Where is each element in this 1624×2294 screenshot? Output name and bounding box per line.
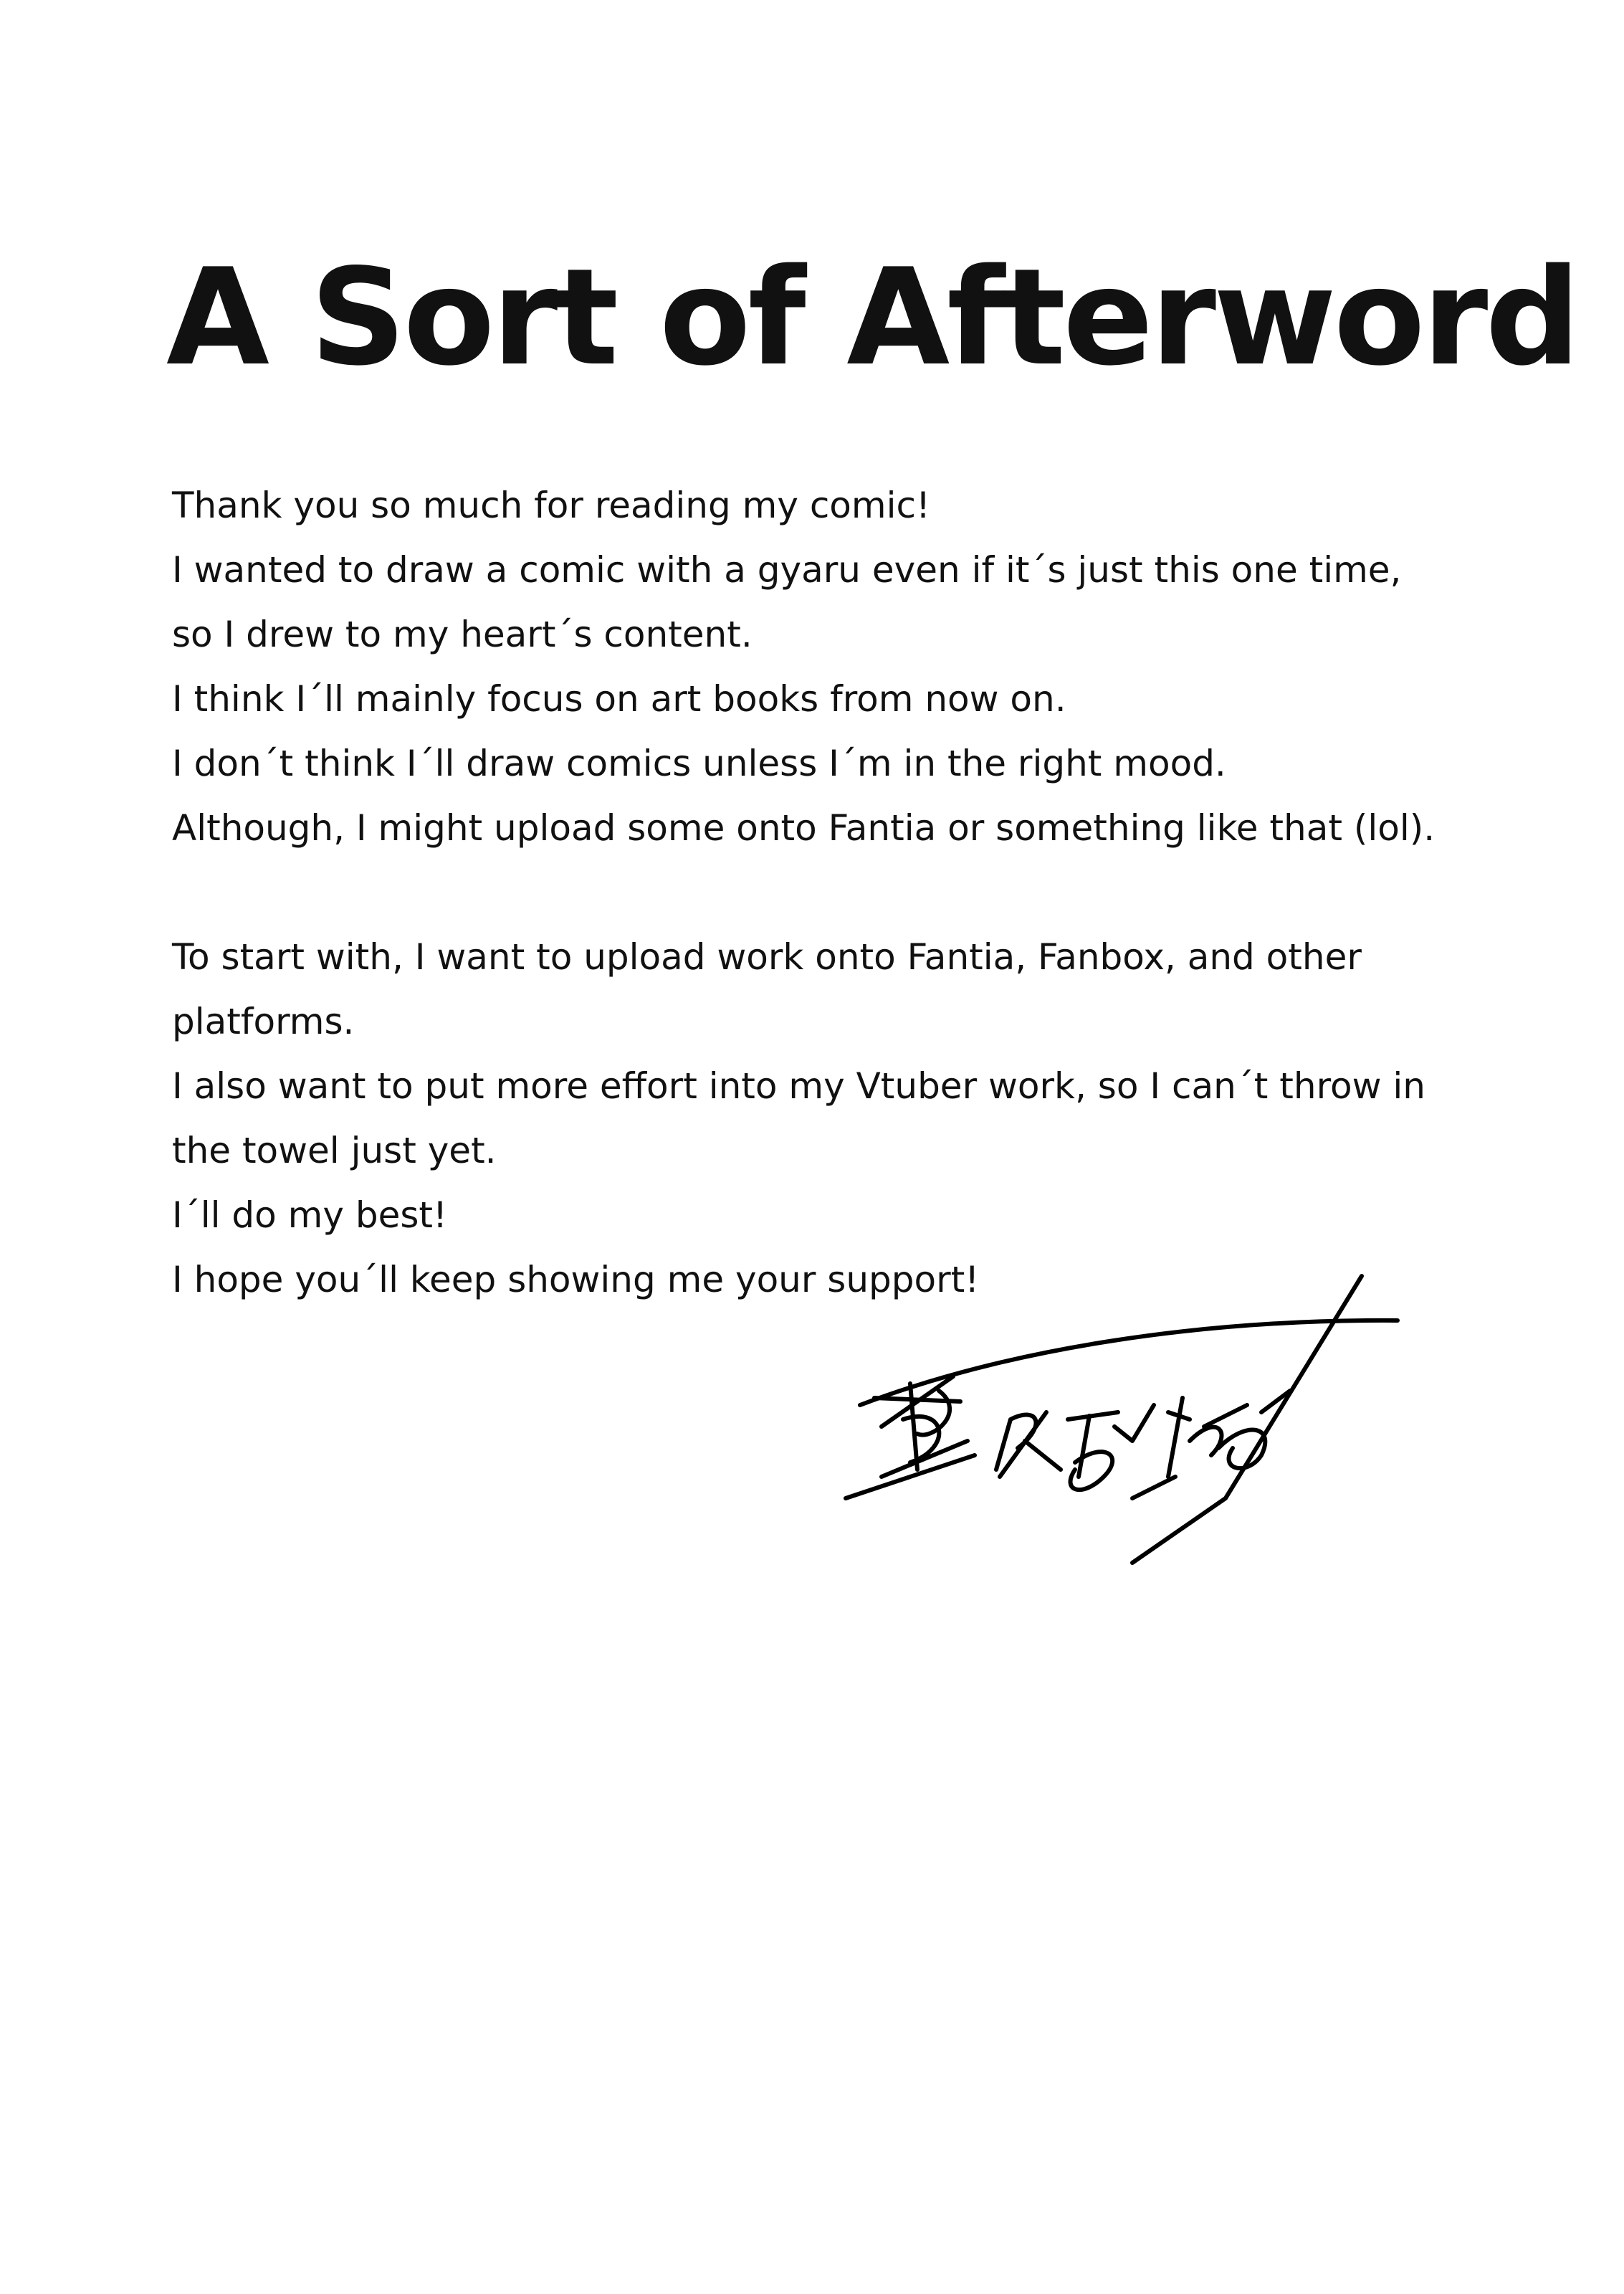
text-line: I think I´ll mainly focus on art books from now on. [172,678,1066,720]
handwritten-signature-icon [831,1262,1405,1606]
text-line: I hope you´ll keep showing me your support! [172,1259,980,1300]
paragraph-plans [172,925,1534,1312]
text-line: the towel just yet. [172,1130,497,1171]
text-line: Although, I might upload some onto Fantia or something like that (lol). [172,807,1436,849]
paragraph-thanks [172,473,1534,860]
text-line: platforms. [172,1001,355,1042]
text-line: so I drew to my heart´s content. [172,614,753,655]
text-line: I don´t think I´ll draw comics unless I´m in the right mood. [172,743,1226,784]
text-line: I´ll do my best! [172,1194,448,1236]
text-line: I also want to put more effort into my Vtuber work, so I can´t throw in [172,1065,1425,1107]
page-title: A Sort of Afterword [166,239,1578,395]
text-line: Thank you so much for reading my comic! [172,485,931,526]
paragraph-gap [172,860,1534,925]
text-line: To start with, I want to upload work onto Fantia, Fanbox, and other [172,936,1362,978]
text-line: I wanted to draw a comic with a gyaru even if it´s just this one time, [172,549,1402,591]
afterword-body [172,473,1534,1312]
